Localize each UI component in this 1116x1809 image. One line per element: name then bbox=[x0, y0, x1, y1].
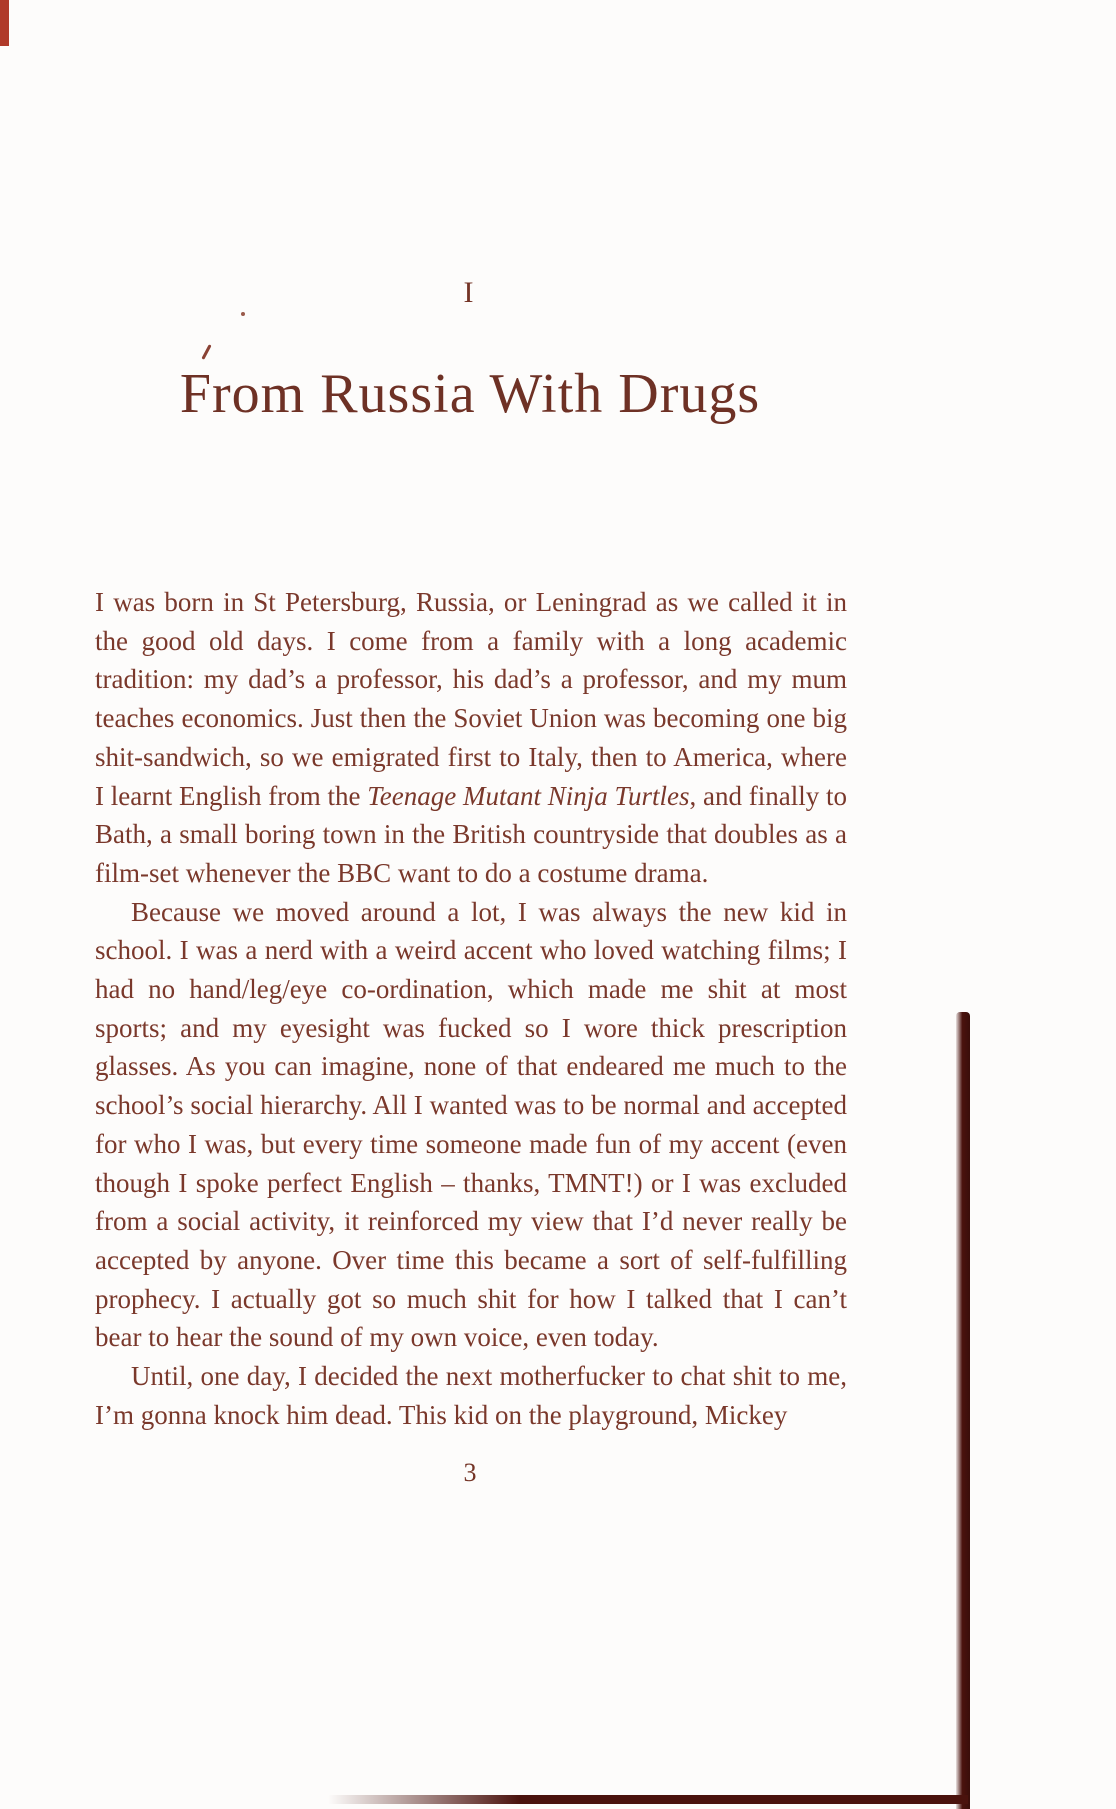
text-segment: I was born in St Petersburg, Russia, or Leningrad as we called it in the good old days. I come from a family with a long academic tradition: my dad’s a professor, his dad’s a professor, and my mum teaches economics. Just then the Soviet Union was becoming one big shit-sandwich, so we emigrated first to Italy, then to America, where I learnt English from the bbox=[95, 587, 847, 811]
scan-artifact-right-edge bbox=[956, 1012, 970, 1809]
scan-artifact-stray-stroke bbox=[201, 344, 211, 360]
scan-artifact-topleft-mark bbox=[0, 0, 9, 46]
chapter-number: I bbox=[463, 276, 477, 309]
scan-artifact-bottom-edge bbox=[328, 1795, 968, 1804]
text-segment: , and finally to Bath, a small boring town in the British countryside that doubles as a film-set whenever the BBC want to do a costume drama. bbox=[95, 780, 847, 888]
page-number: 3 bbox=[463, 1458, 477, 1487]
paragraph-2 bbox=[95, 893, 847, 1357]
paragraph-1 bbox=[95, 583, 847, 893]
chapter-title: From Russia With Drugs bbox=[179, 363, 761, 425]
text-segment: Until, one day, I decided the next motherfucker to chat shit to me, I’m gonna knock him dead. This kid on the playground, Mickey bbox=[95, 1361, 847, 1430]
text-segment: Because we moved around a lot, I was always the new kid in school. I was a nerd with a weird accent who loved watching films; I had no hand/leg/eye co-ordination, which made me shit at most sports; and my eyesight was fucked so I wore thick prescription glasses. As you can imagine, none of that endeared me much to the school’s social hierarchy. All I wanted was to be normal and accepted for who I was, but every time someone made fun of my accent (even though I spoke perfect English – thanks, TMNT!) or I was excluded from a social activity, it reinforced my view that I’d never really be accepted by anyone. Over time this became a sort of self-fulfilling prophecy. I actually got so much shit for how I talked that I can’t bear to hear the sound of my own voice, even today. bbox=[95, 896, 847, 1353]
scan-artifact-stray-dot bbox=[241, 312, 245, 316]
paragraph-3 bbox=[95, 1357, 847, 1434]
body-text bbox=[95, 583, 847, 1434]
text-segment-italic: Teenage Mutant Ninja Turtles bbox=[367, 780, 690, 811]
